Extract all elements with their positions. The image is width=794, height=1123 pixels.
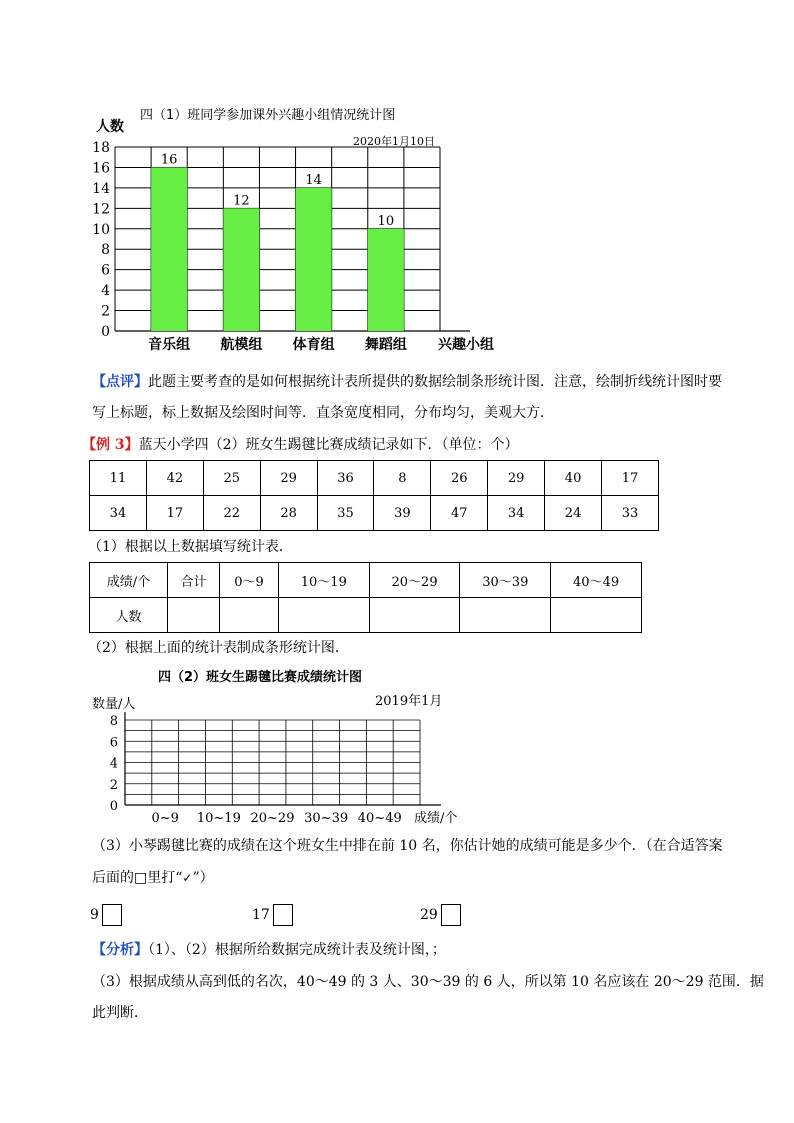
stat-cell-blank[interactable]: [551, 598, 642, 633]
chart2-grid: [125, 712, 441, 805]
score-cell: 25: [203, 461, 260, 496]
category-label: 航模组: [220, 337, 263, 353]
ytick-label: 2: [109, 777, 118, 793]
chart1-categories: [148, 336, 407, 353]
stat-header: 10～19: [278, 563, 369, 598]
ytick-label: 0: [109, 799, 118, 814]
analysis-line1: 【分析】（1）、（2）根据所给数据完成统计表及统计图，；: [92, 942, 446, 958]
score-cell: 34: [488, 496, 545, 531]
bar: [368, 229, 404, 331]
chart1-date: 2020年1月10日: [353, 135, 435, 148]
chart2-svg: [96, 712, 476, 827]
score-cell: 34: [90, 496, 147, 531]
bar-value-label: 10: [377, 213, 395, 229]
ytick-label: 18: [92, 140, 110, 156]
stat-header: 40～49: [551, 563, 642, 598]
ytick-label: 10: [92, 221, 110, 238]
stat-cell-blank[interactable]: [220, 598, 279, 633]
stat-header: 30～39: [460, 563, 551, 598]
bar: [151, 167, 187, 331]
score-cell: 17: [602, 461, 659, 496]
chart1-svg: [80, 140, 520, 360]
category-label: 40~49: [357, 811, 402, 826]
score-cell: 29: [260, 461, 317, 496]
chart2-ylabel: 数量/人: [92, 697, 136, 712]
analysis-line2: （3）根据成绩从高到低的名次，40～49 的 3 人、30～39 的 6 人，所以第 10 名应该在 20～29 范围．据: [92, 974, 764, 990]
score-cell: 42: [146, 461, 203, 496]
analysis-line3: 此判断．: [92, 1005, 148, 1021]
score-cell: 17: [146, 496, 203, 531]
score-cell: 29: [488, 461, 545, 496]
score-cell: 39: [374, 496, 431, 531]
bar-value-label: 16: [160, 152, 178, 168]
chart2-yticks: [110, 714, 118, 814]
chart2-categories: [152, 811, 402, 826]
ytick-label: 12: [92, 201, 110, 218]
stat-header: 0～9: [220, 563, 279, 598]
ytick-label: 8: [101, 242, 110, 259]
ytick-label: 16: [92, 160, 110, 177]
stat-header: 成绩/个: [90, 563, 168, 598]
stat-cell-blank[interactable]: [460, 598, 551, 633]
bar: [296, 188, 332, 331]
chart1-yticks: [92, 140, 110, 340]
answer-checkbox[interactable]: [273, 904, 293, 926]
score-cell: 40: [545, 461, 602, 496]
stat-cell-blank[interactable]: [278, 598, 369, 633]
stat-header: 20～29: [369, 563, 460, 598]
category-label: 舞蹈组: [364, 337, 407, 353]
score-cell: 24: [545, 496, 602, 531]
ytick-label: 4: [109, 756, 118, 772]
option-29: 29: [420, 904, 461, 926]
score-cell: 36: [317, 461, 374, 496]
stat-header: 合计: [168, 563, 220, 598]
answer-checkbox[interactable]: [102, 904, 122, 926]
category-label: 体育组: [292, 337, 335, 353]
category-label: 10~19: [196, 811, 241, 826]
ytick-label: 14: [92, 180, 110, 197]
ytick-label: 6: [109, 735, 118, 751]
stat-table: [89, 562, 642, 633]
score-cell: 26: [431, 461, 488, 496]
option-9: 9: [90, 904, 122, 926]
score-cell: 28: [260, 496, 317, 531]
ytick-label: 4: [101, 283, 110, 300]
category-label: 音乐组: [148, 337, 191, 353]
comment-line1: 【点评】此题主要考查的是如何根据统计表所提供的数据绘制条形统计图．注意，绘制折线统计图时要: [92, 374, 722, 390]
score-cell: 47: [431, 496, 488, 531]
chart1-bars: [151, 152, 404, 331]
comment-tag: 【点评】: [92, 374, 148, 390]
question-1: （1）根据以上数据填写统计表．: [88, 539, 293, 555]
score-cell: 11: [90, 461, 147, 496]
score-cell: 22: [203, 496, 260, 531]
bar-value-label: 12: [233, 193, 250, 209]
chart2-xlabel: 成绩/个: [414, 811, 458, 826]
ytick-label: 2: [101, 303, 110, 320]
bar-value-label: 14: [305, 172, 322, 188]
comment-line2: 写上标题，标上数据及绘图时间等．直条宽度相同，分布均匀，美观大方．: [92, 405, 554, 421]
analysis-tag: 【分析】: [92, 942, 148, 958]
stat-cell-blank[interactable]: [168, 598, 220, 633]
example-tag: 【例 3】: [82, 437, 139, 453]
checkmark-icon: ✓: [182, 871, 193, 885]
score-cell: 33: [602, 496, 659, 531]
ytick-label: 0: [101, 324, 110, 340]
chart2-date: 2019年1月: [375, 694, 443, 709]
question-3-line1: （3）小琴踢毽比赛的成绩在这个班女生中排在前 10 名，你估计她的成绩可能是多少个．（在合适答案: [92, 838, 723, 854]
score-cell: 35: [317, 496, 374, 531]
category-label: 0~9: [151, 811, 179, 826]
option-17: 17: [252, 904, 293, 926]
category-label: 20~29: [250, 811, 295, 826]
chart1-title: 四（1）班同学参加课外兴趣小组情况统计图: [140, 108, 396, 123]
example-heading: 【例 3】蓝天小学四（2）班女生踢毽比赛成绩记录如下．（单位：个）: [82, 437, 519, 453]
score-cell: 8: [374, 461, 431, 496]
bar: [223, 208, 259, 331]
question-3-line2: 后面的□里打“✓”）: [92, 870, 214, 886]
ytick-label: 6: [101, 262, 110, 279]
stat-cell-blank[interactable]: [369, 598, 460, 633]
ytick-label: 8: [109, 714, 118, 729]
question-2: （2）根据上面的统计表制成条形统计图．: [88, 640, 349, 656]
chart1-xlabel: 兴趣小组: [438, 337, 494, 353]
stat-row-label: 人数: [90, 598, 168, 633]
category-label: 30~39: [304, 811, 349, 826]
chart1-ylabel: 人数: [96, 119, 124, 135]
answer-checkbox[interactable]: [441, 904, 461, 926]
scores-table: [89, 460, 659, 531]
chart2-title: 四（2）班女生踢毽比赛成绩统计图: [158, 670, 363, 685]
